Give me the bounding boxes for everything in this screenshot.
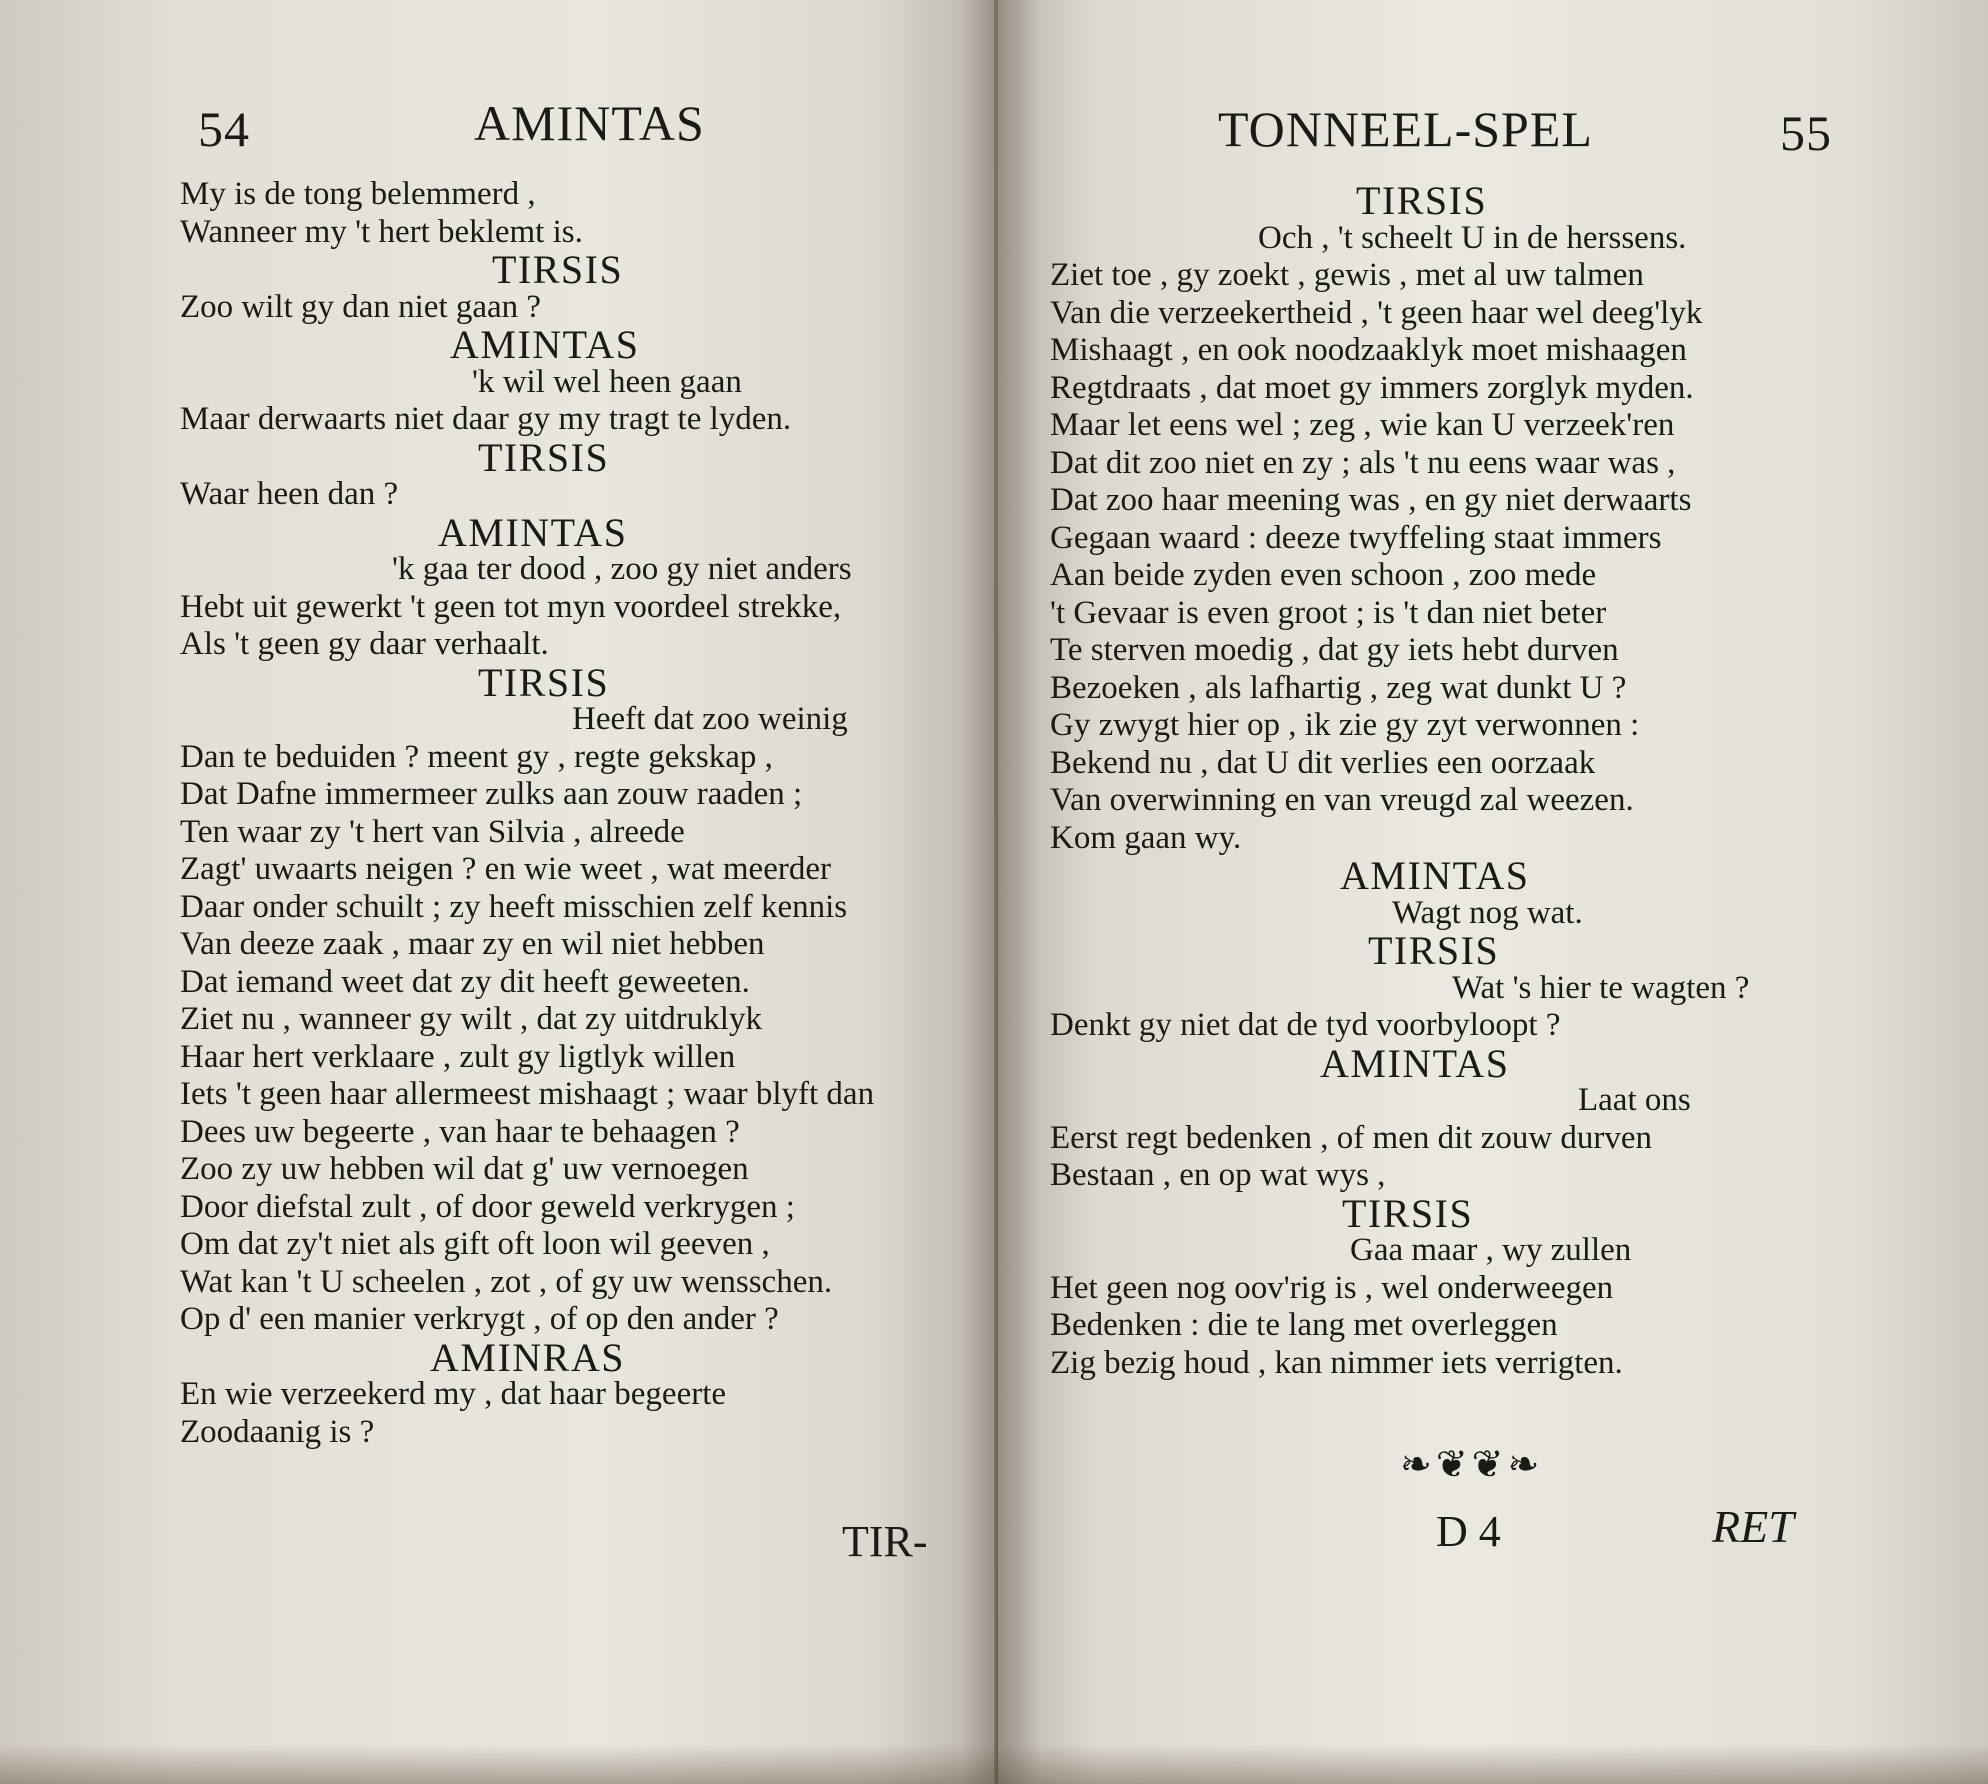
verse-line: Dees uw begeerte , van haar te behaagen ? (180, 1113, 740, 1150)
speaker-name: TIRSIS (1356, 178, 1488, 223)
verse-line: Wanneer my 't hert beklemt is. (180, 213, 583, 250)
right-text-block (1050, 178, 1950, 1382)
verse-line: Van deeze zaak , maar zy en wil niet hebben (180, 926, 765, 962)
verse-line: Gaa maar , wy zullen (1350, 1232, 1632, 1268)
verse-line: Eerst regt bedenken , of men dit zouw durven (1050, 1119, 1653, 1156)
verse-line: Bezoeken , als lafhartig , zeg wat dunkt U ? (1050, 669, 1627, 706)
verse-line: Wat 's hier te wagten ? (1452, 969, 1750, 1006)
speaker-name: TIRSIS (492, 247, 624, 292)
speaker-name: AMINTAS (1340, 853, 1530, 898)
speaker-name: AMINRAS (430, 1334, 625, 1380)
verse-line: Ziet toe , gy zoekt , gewis , met al uw talmen (1050, 257, 1644, 293)
verse-line: Dat dit zoo niet en zy ; als 't nu eens waar was , (1050, 444, 1676, 481)
verse-line: Bedenken : die te lang met overleggen (1050, 1307, 1558, 1343)
verse-line: Hebt uit gewerkt 't geen tot myn voordeel strekke, (180, 588, 842, 625)
verse-line: Bestaan , en op wat wys , (1050, 1157, 1386, 1193)
right-page-number: 55 (1780, 105, 1832, 161)
verse-line: Ten waar zy 't hert van Silvia , alreede (180, 813, 685, 850)
verse-line: Te sterven moedig , dat gy iets hebt durven (1050, 632, 1619, 668)
verse-line: Mishaagt , en ook noodzaaklyk moet mishaagen (1050, 332, 1687, 368)
verse-line: 't Gevaar is even groot ; is 't dan niet beter (1050, 594, 1607, 631)
left-page-number: 54 (198, 101, 250, 157)
speaker-name: TIRSIS (1342, 1190, 1474, 1236)
left-catchword: TIR- (842, 1517, 928, 1566)
verse-line: Regtdraats , dat moet gy immers zorglyk myden. (1050, 369, 1694, 406)
left-text-block (180, 176, 960, 1451)
verse-line: Gegaan waard : deeze twyffeling staat immers (1050, 519, 1662, 556)
verse-line: Zagt' uwaarts neigen ? en wie weet , wat meerder (180, 851, 831, 887)
right-running-header: TONNEEL-SPEL (1218, 101, 1593, 157)
right-page (998, 0, 1988, 1784)
right-catchword: RET (1712, 1501, 1794, 1552)
verse-line: Kom gaan wy. (1050, 819, 1242, 856)
verse-line: Dat zoo haar meening was , en gy niet derwaarts (1050, 482, 1692, 518)
verse-line: Maar let eens wel ; zeg , wie kan U verzeek'ren (1050, 407, 1675, 443)
verse-line: Door diefstal zult , of door geweld verkrygen ; (180, 1188, 795, 1225)
signature-mark: D 4 (1436, 1507, 1501, 1556)
verse-line: Als 't geen gy daar verhaalt. (180, 626, 549, 662)
speaker-name: TIRSIS (1368, 928, 1500, 973)
left-running-header: AMINTAS (474, 95, 705, 151)
verse-line: Zig bezig houd , kan nimmer iets verrigten. (1050, 1344, 1623, 1381)
speaker-name: AMINTAS (1320, 1040, 1510, 1086)
verse-line: Heeft dat zoo weinig (572, 701, 848, 737)
verse-line: Dat iemand weet dat zy dit heeft geweeten. (180, 963, 750, 1000)
printer-ornament: ❧❦❦❧ (1400, 1444, 1544, 1486)
verse-line: Gy zwygt hier op , ik zie gy zyt verwonnen : (1050, 707, 1640, 743)
verse-line: Op d' een manier verkrygt , of op den ander ? (180, 1301, 779, 1337)
verse-line: Denkt gy niet dat de tyd voorbyloopt ? (1050, 1007, 1561, 1043)
verse-line: Dan te beduiden ? meent gy , regte gekskap , (180, 738, 773, 775)
speaker-name: TIRSIS (478, 659, 610, 705)
verse-line: Dat Dafne immermeer zulks aan zouw raaden ; (180, 776, 803, 812)
verse-line: Ziet nu , wanneer gy wilt , dat zy uitdruklyk (180, 1001, 762, 1037)
verse-line: Zoodaanig is ? (180, 1413, 375, 1450)
verse-line: Zoo zy uw hebben wil dat g' uw vernoegen (180, 1151, 749, 1187)
verse-line: My is de tong belemmerd , (180, 176, 536, 212)
verse-line: Wat kan 't U scheelen , zot , of gy uw wensschen. (180, 1263, 833, 1300)
verse-line: Waar heen dan ? (180, 476, 399, 512)
verse-line: Iets 't geen haar allermeest mishaagt ; waar blyft dan (180, 1076, 875, 1112)
verse-line: Van overwinning en van vreugd zal weezen. (1050, 782, 1634, 818)
verse-line: 'k wil wel heen gaan (472, 363, 742, 400)
verse-line: Daar onder schuilt ; zy heeft misschien zelf kennis (180, 888, 848, 925)
verse-line: Och , 't scheelt U in de herssens. (1258, 219, 1687, 256)
verse-line: Van die verzeekertheid , 't geen haar wel deeg'lyk (1050, 294, 1703, 331)
verse-line: Aan beide zyden even schoon , zoo mede (1050, 557, 1597, 593)
speaker-name: AMINTAS (450, 322, 640, 367)
verse-line: Laat ons (1578, 1082, 1691, 1118)
verse-line: Haar hert verklaare , zult gy ligtlyk willen (180, 1038, 736, 1075)
speaker-name: AMINTAS (438, 509, 628, 555)
verse-line: Wagt nog wat. (1392, 894, 1583, 931)
verse-line: Het geen nog oov'rig is , wel onderweegen (1050, 1269, 1614, 1306)
verse-line: Bekend nu , dat U dit verlies een oorzaak (1050, 744, 1596, 781)
verse-line: Maar derwaarts niet daar gy my tragt te lyden. (180, 401, 792, 437)
verse-line: 'k gaa ter dood , zoo gy niet anders (392, 551, 852, 587)
speaker-name: TIRSIS (478, 434, 610, 480)
verse-line: Zoo wilt gy dan niet gaan ? (180, 288, 542, 325)
verse-line: Om dat zy't niet als gift oft loon wil geeven , (180, 1226, 770, 1262)
verse-line: En wie verzeekerd my , dat haar begeerte (180, 1376, 727, 1412)
